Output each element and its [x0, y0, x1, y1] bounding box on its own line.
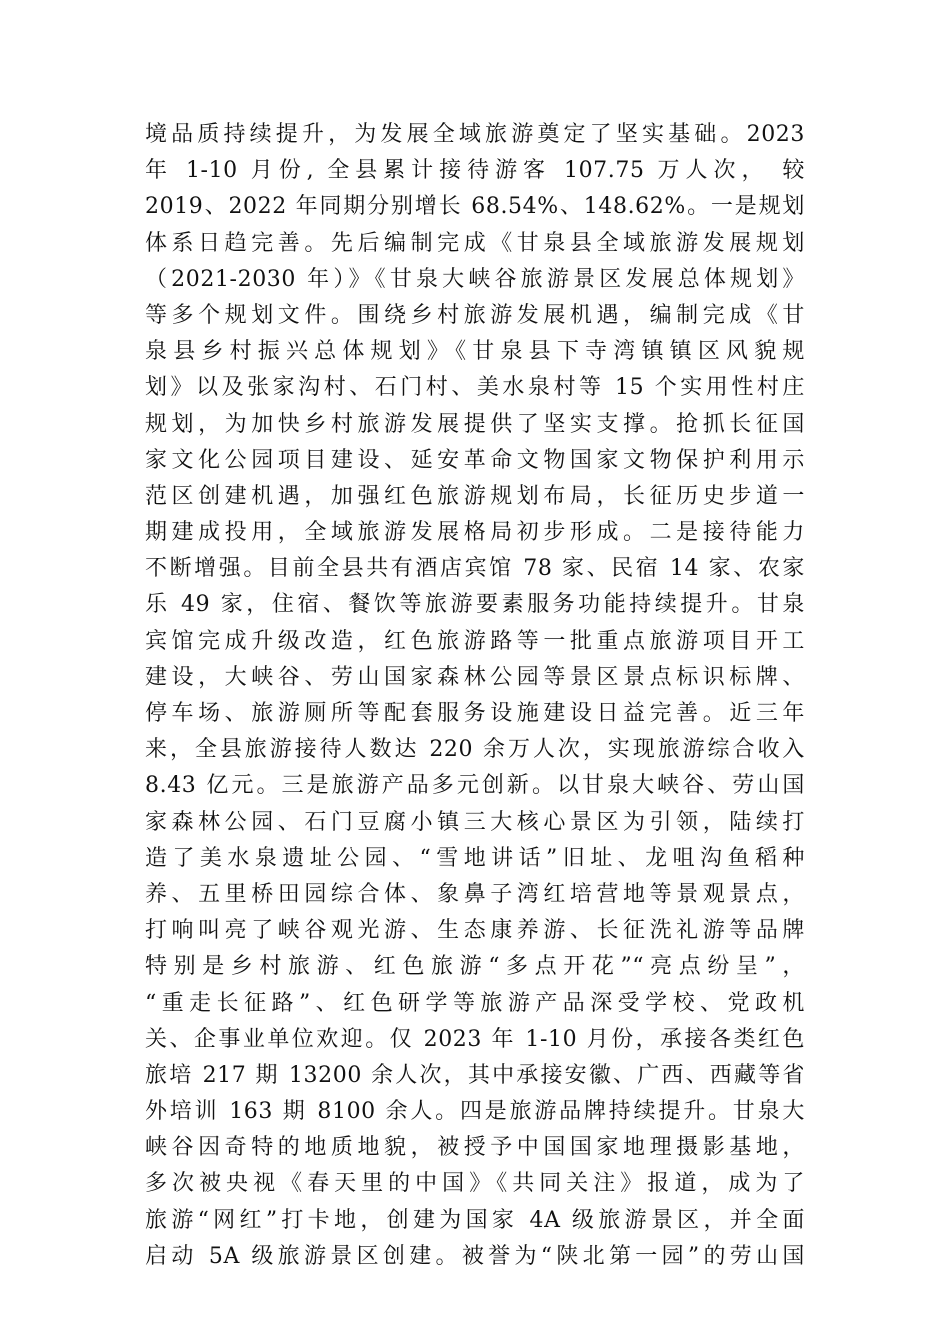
text-line: 划》以及张家沟村、石门村、美水泉村等 15 个实用性村庄 — [145, 375, 805, 401]
text-line: （2021-2030 年）》《甘泉大峡谷旅游景区发展总体规划》 — [145, 266, 805, 292]
text-line: 外培训 163 期 8100 余人。四是旅游品牌持续提升。甘泉大 — [145, 1099, 805, 1125]
text-line: 范区创建机遇，加强红色旅游规划布局，长征历史步道一 — [145, 483, 805, 509]
text-line: 来，全县旅游接待人数达 220 余万人次，实现旅游综合收入 — [145, 737, 805, 763]
text-line: 等多个规划文件。围绕乡村旅游发展机遇，编制完成《甘 — [145, 302, 805, 328]
text-line: 泉县乡村振兴总体规划》《甘泉县下寺湾镇镇区风貌规 — [145, 339, 805, 365]
text-line: 期建成投用，全域旅游发展格局初步形成。二是接待能力 — [145, 520, 805, 546]
text-line: 多次被央视《春天里的中国》《共同关注》报道，成为了 — [145, 1171, 805, 1197]
body-paragraph — [145, 117, 805, 1275]
text-line: 打响叫亮了峡谷观光游、生态康养游、长征洗礼游等品牌 — [145, 918, 805, 944]
text-line: 年 1-10 月份, 全县累计接待游客 107.75 万人次， 较 — [145, 158, 805, 184]
text-line: 体系日趋完善。先后编制完成《甘泉县全域旅游发展规划 — [145, 230, 805, 256]
text-line: 启动 5A 级旅游景区创建。被誉为“陕北第一园”的劳山国 — [145, 1243, 805, 1269]
text-line: 宾馆完成升级改造，红色旅游路等一批重点旅游项目开工 — [145, 628, 805, 654]
text-line: 停车场、旅游厕所等配套服务设施建设日益完善。近三年 — [145, 701, 805, 726]
text-line: 家文化公园项目建设、延安革命文物国家文物保护利用示 — [145, 447, 805, 473]
text-line: 2019、2022 年同期分别增长 68.54%、148.62%。一是规划 — [145, 194, 805, 220]
text-line: 不断增强。目前全县共有酒店宾馆 78 家、民宿 14 家、农家 — [145, 556, 805, 582]
text-line: 旅游“网红”打卡地，创建为国家 4A 级旅游景区，并全面 — [145, 1207, 805, 1233]
text-line: 境品质持续提升，为发展全域旅游奠定了坚实基础。2023 — [145, 122, 805, 147]
text-line: “重走长征路”、红色研学等旅游产品深受学校、党政机 — [145, 990, 805, 1016]
text-line: 特别是乡村旅游、红色旅游“多点开花”“亮点纷呈”， — [145, 954, 805, 980]
text-line: 建设，大峡谷、劳山国家森林公园等景区景点标识标牌、 — [145, 664, 805, 690]
text-line: 8.43 亿元。三是旅游产品多元创新。以甘泉大峡谷、劳山国 — [145, 773, 805, 799]
text-line: 旅培 217 期 13200 余人次，其中承接安徽、广西、西藏等省 — [145, 1062, 805, 1088]
text-line: 养、五里桥田园综合体、象鼻子湾红培营地等景观景点， — [145, 881, 805, 907]
text-line: 规划，为加快乡村旅游发展提供了坚实支撑。抢抓长征国 — [145, 411, 805, 437]
text-line: 造了美水泉遗址公园、“雪地讲话”旧址、龙咀沟鱼稻种 — [145, 845, 805, 871]
text-line: 关、企事业单位欢迎。仅 2023 年 1-10 月份，承接各类红色 — [145, 1026, 805, 1052]
text-line: 家森林公园、石门豆腐小镇三大核心景区为引领，陆续打 — [145, 809, 805, 835]
text-line: 峡谷因奇特的地质地貌，被授予中国国家地理摄影基地， — [145, 1135, 805, 1161]
text-line: 乐 49 家，住宿、餐饮等旅游要素服务功能持续提升。甘泉 — [145, 592, 805, 618]
